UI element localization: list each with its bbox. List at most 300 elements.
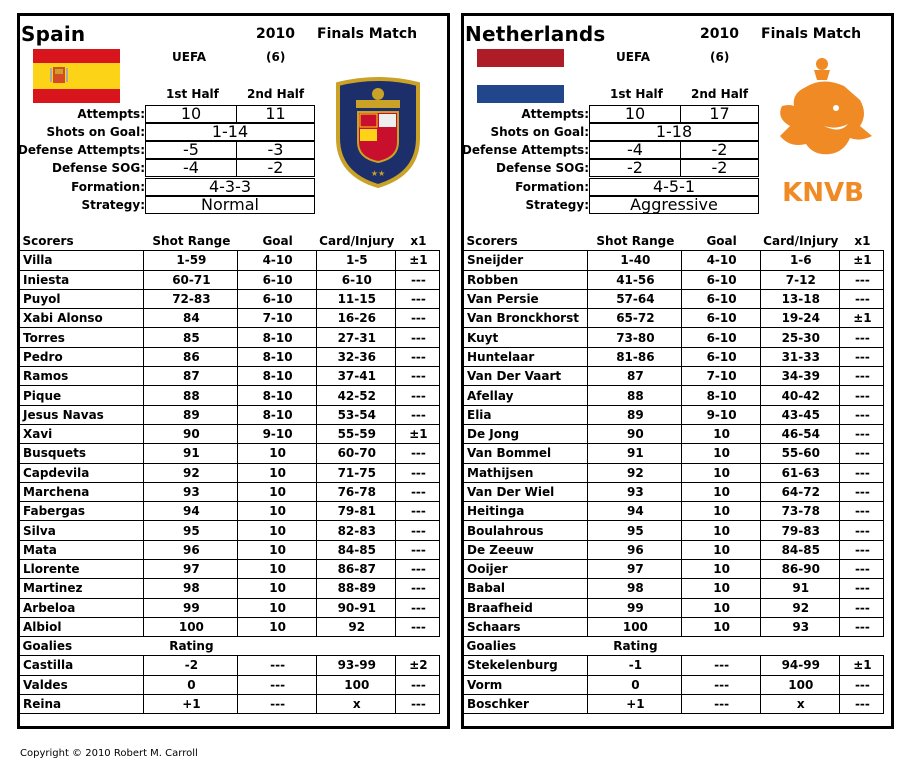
scorer-cell: 99	[588, 598, 681, 617]
scorer-cell: Schaars	[465, 617, 588, 636]
goalies-table	[20, 637, 440, 714]
scorer-cell: 10	[237, 560, 316, 579]
scorer-cell: Kuyt	[465, 328, 588, 347]
scorer-cell: Robben	[465, 270, 588, 289]
scorer-cell: 43-45	[760, 405, 839, 424]
scorer-row	[21, 482, 440, 501]
scorer-cell: 90	[588, 424, 681, 443]
sog-value: 1-18	[589, 123, 759, 141]
goalie-cell: Stekelenburg	[465, 656, 588, 675]
attempts-2: 11	[236, 105, 315, 123]
scorer-cell: 6-10	[237, 289, 316, 308]
scorer-cell: 92	[316, 617, 395, 636]
scorer-cell: 10	[237, 444, 316, 463]
scorer-cell: ---	[839, 579, 883, 598]
scorer-cell: Elia	[465, 405, 588, 424]
scorer-cell: 37-41	[316, 367, 395, 386]
scorer-cell: ---	[839, 521, 883, 540]
scorer-cell: Van Persie	[465, 289, 588, 308]
scorer-cell: 6-10	[681, 289, 760, 308]
scorer-cell: 32-36	[316, 347, 395, 366]
scorer-row	[21, 347, 440, 366]
scorer-cell: 72-83	[144, 289, 237, 308]
scorer-cell: 87	[144, 367, 237, 386]
scorer-cell: 4-10	[237, 251, 316, 270]
def-att-label: Defense Attempts:	[17, 143, 145, 157]
goalie-cell: ---	[237, 675, 316, 694]
scorer-cell: 71-75	[316, 463, 395, 482]
goalie-cell: 0	[588, 675, 681, 694]
scorer-cell: 10	[237, 598, 316, 617]
scorer-cell: 90	[144, 424, 237, 443]
scorer-cell: ---	[395, 540, 439, 559]
scorer-cell: 84-85	[316, 540, 395, 559]
scorer-row	[465, 328, 884, 347]
scorer-cell: 60-70	[316, 444, 395, 463]
scorer-cell: ±1	[395, 424, 439, 443]
scorer-row	[465, 617, 884, 636]
scorer-cell: 1-6	[760, 251, 839, 270]
scorer-cell: Torres	[21, 328, 144, 347]
scorer-cell: 10	[681, 579, 760, 598]
goalie-cell: Vorm	[465, 675, 588, 694]
scorer-cell: 10	[681, 463, 760, 482]
goalie-cell: 94-99	[760, 656, 839, 675]
scorer-cell: ---	[395, 598, 439, 617]
goalies-table	[464, 637, 884, 714]
scorer-cell: 10	[237, 579, 316, 598]
netherlands-flag	[477, 49, 564, 103]
attempts-2: 17	[680, 105, 759, 123]
scorer-cell: 84	[144, 309, 237, 328]
scorer-cell: 10	[681, 444, 760, 463]
scorer-cell: 10	[237, 482, 316, 501]
scorer-cell: 93	[760, 617, 839, 636]
scorer-cell: Albiol	[21, 617, 144, 636]
scorer-row	[21, 251, 440, 270]
scorer-cell: 88	[144, 386, 237, 405]
scorer-cell: Marchena	[21, 482, 144, 501]
team-name: Spain	[21, 22, 86, 46]
goalie-cell: ±1	[839, 656, 883, 675]
scorer-cell: 1-5	[316, 251, 395, 270]
strategy-value: Normal	[145, 196, 315, 214]
scorer-cell: Capdevila	[21, 463, 144, 482]
scorer-cell: 6-10	[681, 347, 760, 366]
scorer-cell: 8-10	[237, 367, 316, 386]
goalie-cell: x	[316, 694, 395, 713]
scorer-cell: 99	[144, 598, 237, 617]
scorer-cell: 93	[144, 482, 237, 501]
scorer-cell: 9-10	[681, 405, 760, 424]
scorer-cell: ---	[395, 482, 439, 501]
scorer-row	[21, 386, 440, 405]
scorer-cell: 91	[588, 444, 681, 463]
scorer-cell: 10	[681, 482, 760, 501]
scorer-row	[21, 367, 440, 386]
scorer-row	[465, 482, 884, 501]
team-card-netherlands	[461, 13, 894, 729]
goalie-header-row	[21, 637, 440, 656]
match-title: Finals Match	[317, 26, 418, 42]
scorer-cell: 84-85	[760, 540, 839, 559]
goalie-row	[21, 675, 440, 694]
scorer-cell: ---	[839, 598, 883, 617]
scorer-cell: 86	[144, 347, 237, 366]
scorer-cell: 19-24	[760, 309, 839, 328]
scorer-cell: 10	[237, 521, 316, 540]
scorer-cell: 6-10	[681, 309, 760, 328]
scorer-cell: 10	[681, 617, 760, 636]
scorer-cell: Babal	[465, 579, 588, 598]
scorer-cell: ---	[395, 367, 439, 386]
scorer-cell: De Jong	[465, 424, 588, 443]
scorer-row	[465, 405, 884, 424]
scorer-cell: 13-18	[760, 289, 839, 308]
scorer-cell: 6-10	[681, 328, 760, 347]
scorer-cell: Ooijer	[465, 560, 588, 579]
scorer-cell: 10	[237, 617, 316, 636]
scorer-cell: ---	[839, 424, 883, 443]
scorer-header-cell: Goal	[237, 232, 316, 251]
scorer-cell: ---	[839, 367, 883, 386]
scorer-row	[21, 579, 440, 598]
scorer-cell: Busquets	[21, 444, 144, 463]
scorer-cell: Xavi	[21, 424, 144, 443]
goalie-cell: ---	[681, 675, 760, 694]
scorer-cell: 92	[144, 463, 237, 482]
scorer-row	[465, 444, 884, 463]
scorer-cell: 6-10	[237, 270, 316, 289]
scorer-cell: Pique	[21, 386, 144, 405]
goalie-header-cell: Rating	[144, 637, 237, 656]
scorer-cell: 91	[144, 444, 237, 463]
match-title: Finals Match	[761, 26, 862, 42]
goalie-row	[21, 656, 440, 675]
goalie-cell: ---	[681, 656, 760, 675]
scorer-cell: 92	[588, 463, 681, 482]
def-att-1: -5	[145, 141, 237, 159]
year: 2010	[700, 26, 739, 42]
scorer-cell: 95	[144, 521, 237, 540]
half1-label: 1st Half	[166, 87, 219, 101]
goalie-header-cell	[237, 637, 316, 656]
scorer-cell: 91	[760, 579, 839, 598]
scorer-cell: ---	[839, 617, 883, 636]
scorer-cell: Llorente	[21, 560, 144, 579]
formation-label: Formation:	[515, 180, 589, 194]
team-card-spain	[17, 13, 450, 729]
scorer-cell: Fabergas	[21, 502, 144, 521]
scorer-cell: 89	[588, 405, 681, 424]
def-sog-2: -2	[236, 159, 315, 177]
scorer-row	[465, 424, 884, 443]
scorer-cell: 53-54	[316, 405, 395, 424]
scorer-cell: ±1	[395, 251, 439, 270]
scorer-cell: 96	[588, 540, 681, 559]
half1-label: 1st Half	[610, 87, 663, 101]
scorer-cell: ---	[839, 386, 883, 405]
scorer-cell: 94	[144, 502, 237, 521]
scorer-row	[21, 289, 440, 308]
scorer-cell: Mata	[21, 540, 144, 559]
scorer-cell: Iniesta	[21, 270, 144, 289]
scorer-cell: 55-60	[760, 444, 839, 463]
goalie-cell: -1	[588, 656, 681, 675]
def-att-label: Defense Attempts:	[461, 143, 589, 157]
scorer-cell: ---	[395, 386, 439, 405]
def-att-1: -4	[589, 141, 681, 159]
def-sog-1: -2	[589, 159, 681, 177]
goalie-cell: ---	[395, 675, 439, 694]
scorer-cell: 86-87	[316, 560, 395, 579]
scorer-cell: 8-10	[237, 405, 316, 424]
scorer-cell: 100	[588, 617, 681, 636]
scorer-cell: Jesus Navas	[21, 405, 144, 424]
goalie-row	[465, 675, 884, 694]
goalie-cell: 100	[760, 675, 839, 694]
scorer-cell: Martinez	[21, 579, 144, 598]
scorer-row	[21, 463, 440, 482]
goalie-cell: ---	[395, 694, 439, 713]
scorer-cell: ±1	[839, 309, 883, 328]
scorer-header-cell: Scorers	[465, 232, 588, 251]
scorer-cell: 92	[760, 598, 839, 617]
strategy-label: Strategy:	[525, 198, 589, 212]
federation: UEFA	[172, 50, 207, 64]
scorer-cell: 76-78	[316, 482, 395, 501]
formation-value: 4-5-1	[589, 178, 759, 196]
scorer-cell: ---	[395, 309, 439, 328]
goalie-header-cell	[316, 637, 395, 656]
scorer-row	[21, 617, 440, 636]
goalie-cell: 100	[316, 675, 395, 694]
scorer-cell: 94	[588, 502, 681, 521]
scorer-cell: 10	[681, 424, 760, 443]
goalie-header-row	[465, 637, 884, 656]
scorer-cell: 100	[144, 617, 237, 636]
scorer-cell: 57-64	[588, 289, 681, 308]
formation-value: 4-3-3	[145, 178, 315, 196]
scorer-cell: 10	[681, 560, 760, 579]
scorer-cell: Ramos	[21, 367, 144, 386]
federation: UEFA	[616, 50, 651, 64]
scorer-row	[465, 367, 884, 386]
svg-text:★★: ★★	[370, 169, 386, 178]
scorer-cell: 97	[588, 560, 681, 579]
scorers-table	[20, 232, 440, 637]
goalie-cell: Boschker	[465, 694, 588, 713]
scorer-cell: 10	[681, 540, 760, 559]
scorer-row	[465, 386, 884, 405]
scorer-cell: ---	[395, 521, 439, 540]
goalie-cell: 0	[144, 675, 237, 694]
scorer-cell: ---	[839, 502, 883, 521]
scorer-cell: 87	[588, 367, 681, 386]
scorer-row	[21, 598, 440, 617]
scorer-cell: 7-10	[681, 367, 760, 386]
scorer-cell: 7-12	[760, 270, 839, 289]
scorer-row	[21, 540, 440, 559]
scorer-cell: ---	[395, 289, 439, 308]
scorer-cell: 1-40	[588, 251, 681, 270]
scorer-row	[465, 347, 884, 366]
scorer-cell: ---	[395, 560, 439, 579]
goalie-cell: Valdes	[21, 675, 144, 694]
strategy-label: Strategy:	[81, 198, 145, 212]
scorer-cell: ---	[839, 482, 883, 501]
scorer-cell: 61-63	[760, 463, 839, 482]
scorers-table	[464, 232, 884, 637]
def-sog-label: Defense SOG:	[496, 161, 589, 175]
scorer-cell: 27-31	[316, 328, 395, 347]
scorer-row	[465, 579, 884, 598]
scorer-cell: 8-10	[681, 386, 760, 405]
scorer-cell: Boulahrous	[465, 521, 588, 540]
scorer-header-cell: Goal	[681, 232, 760, 251]
goalie-cell: ---	[681, 694, 760, 713]
scorer-cell: ---	[395, 444, 439, 463]
goalie-cell: 93-99	[316, 656, 395, 675]
scorer-cell: Huntelaar	[465, 347, 588, 366]
scorer-header-cell: x1	[395, 232, 439, 251]
scorer-cell: Heitinga	[465, 502, 588, 521]
scorer-cell: ---	[395, 617, 439, 636]
scorer-cell: De Zeeuw	[465, 540, 588, 559]
scorer-header-cell: x1	[839, 232, 883, 251]
goalie-row	[21, 694, 440, 713]
goalie-row	[465, 694, 884, 713]
goalie-cell: +1	[144, 694, 237, 713]
scorer-cell: Sneijder	[465, 251, 588, 270]
scorer-cell: 10	[237, 540, 316, 559]
spain-crest-icon	[330, 76, 426, 192]
scorer-cell: 8-10	[237, 347, 316, 366]
scorer-cell: Silva	[21, 521, 144, 540]
scorer-header-cell: Shot Range	[588, 232, 681, 251]
scorer-cell: Pedro	[21, 347, 144, 366]
scorer-cell: 73-78	[760, 502, 839, 521]
scorer-row	[21, 502, 440, 521]
scorer-row	[21, 521, 440, 540]
scorer-cell: 8-10	[237, 328, 316, 347]
scorer-cell: 98	[144, 579, 237, 598]
rank: (6)	[710, 50, 730, 64]
attempts-label: Attempts:	[77, 107, 145, 121]
knvb-logo-text: KNVB	[782, 178, 864, 206]
scorer-cell: 82-83	[316, 521, 395, 540]
def-sog-1: -4	[145, 159, 237, 177]
scorer-cell: 25-30	[760, 328, 839, 347]
goalie-cell: ---	[237, 656, 316, 675]
goalie-header-cell: Goalies	[465, 637, 588, 656]
scorer-row	[21, 405, 440, 424]
scorer-row	[21, 270, 440, 289]
def-att-2: -3	[236, 141, 315, 159]
scorer-cell: ---	[395, 270, 439, 289]
scorer-cell: 96	[144, 540, 237, 559]
scorer-cell: 98	[588, 579, 681, 598]
scorer-row	[465, 251, 884, 270]
scorer-cell: 1-59	[144, 251, 237, 270]
scorer-cell: Van Der Vaart	[465, 367, 588, 386]
scorer-cell: 31-33	[760, 347, 839, 366]
scorer-cell: 11-15	[316, 289, 395, 308]
scorer-cell: 81-86	[588, 347, 681, 366]
sog-label: Shots on Goal:	[490, 125, 589, 139]
goalie-header-cell	[681, 637, 760, 656]
scorer-row	[465, 502, 884, 521]
scorer-header-row	[21, 232, 440, 251]
scorer-row	[465, 521, 884, 540]
scorer-cell: 16-26	[316, 309, 395, 328]
attempts-label: Attempts:	[521, 107, 589, 121]
scorer-cell: 7-10	[237, 309, 316, 328]
scorer-cell: Braafheid	[465, 598, 588, 617]
scorer-row	[465, 560, 884, 579]
scorer-cell: ---	[839, 444, 883, 463]
scorer-cell: ---	[839, 560, 883, 579]
scorer-cell: Van Der Wiel	[465, 482, 588, 501]
scorer-cell: 95	[588, 521, 681, 540]
scorer-row	[21, 328, 440, 347]
scorer-cell: 60-71	[144, 270, 237, 289]
scorer-cell: 41-56	[588, 270, 681, 289]
attempts-1: 10	[145, 105, 237, 123]
goalie-header-cell	[760, 637, 839, 656]
scorer-header-cell: Scorers	[21, 232, 144, 251]
scorer-cell: ---	[395, 463, 439, 482]
scorer-cell: Arbeloa	[21, 598, 144, 617]
year: 2010	[256, 26, 295, 42]
formation-label: Formation:	[71, 180, 145, 194]
goalie-cell: ---	[839, 675, 883, 694]
scorer-cell: 86-90	[760, 560, 839, 579]
goalie-cell: x	[760, 694, 839, 713]
scorer-cell: ---	[839, 289, 883, 308]
scorer-cell: ---	[395, 502, 439, 521]
goalie-cell: -2	[144, 656, 237, 675]
scorer-cell: 64-72	[760, 482, 839, 501]
def-sog-2: -2	[680, 159, 759, 177]
scorer-cell: ---	[395, 405, 439, 424]
scorer-cell: 34-39	[760, 367, 839, 386]
scorer-header-cell: Shot Range	[144, 232, 237, 251]
scorer-cell: 10	[681, 502, 760, 521]
scorer-cell: 79-81	[316, 502, 395, 521]
sog-value: 1-14	[145, 123, 315, 141]
scorer-cell: ±1	[839, 251, 883, 270]
scorer-cell: 10	[237, 463, 316, 482]
scorer-cell: 93	[588, 482, 681, 501]
goalie-header-cell: Goalies	[21, 637, 144, 656]
goalie-header-cell: Rating	[588, 637, 681, 656]
attempts-1: 10	[589, 105, 681, 123]
scorer-cell: 79-83	[760, 521, 839, 540]
scorer-cell: 10	[681, 598, 760, 617]
scorer-header-row	[465, 232, 884, 251]
sog-label: Shots on Goal:	[46, 125, 145, 139]
scorer-cell: Puyol	[21, 289, 144, 308]
scorer-row	[465, 270, 884, 289]
scorer-cell: 42-52	[316, 386, 395, 405]
goalie-header-cell	[839, 637, 883, 656]
scorer-row	[21, 309, 440, 328]
scorer-cell: ---	[839, 328, 883, 347]
scorer-cell: 9-10	[237, 424, 316, 443]
scorer-row	[21, 424, 440, 443]
scorer-cell: 55-59	[316, 424, 395, 443]
